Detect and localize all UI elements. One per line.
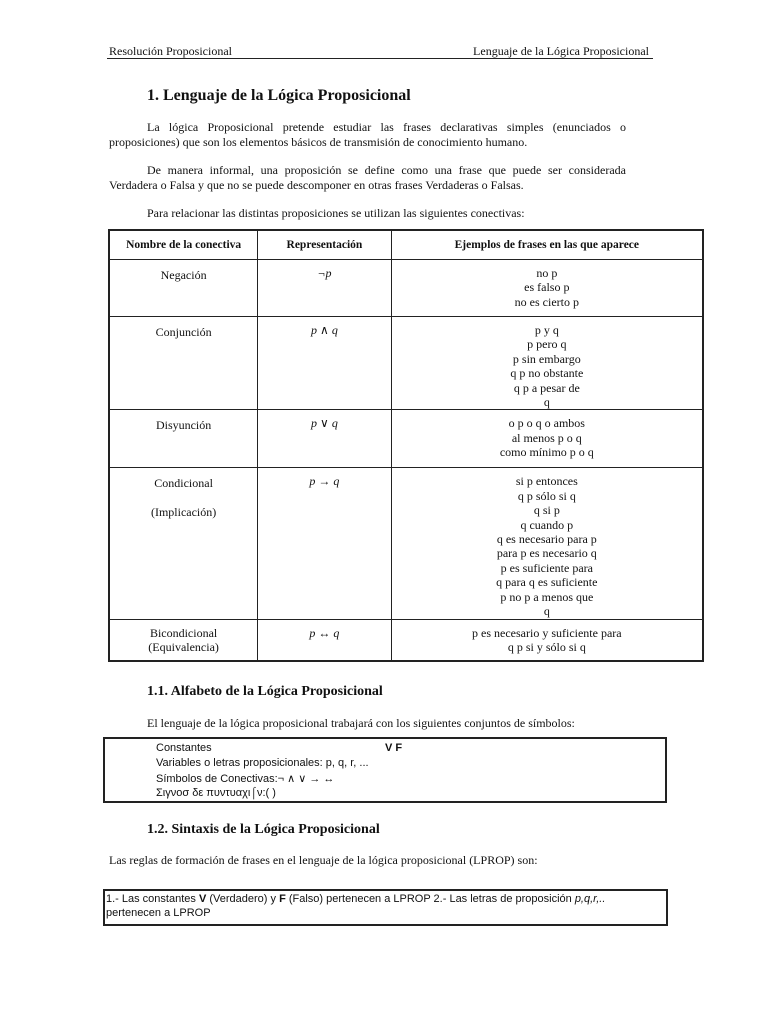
header-right: Lenguaje de la Lógica Proposicional: [473, 44, 649, 58]
table-cell-examples: [391, 317, 703, 410]
example-line: p pero q: [527, 337, 567, 352]
constants-value: V F: [385, 742, 403, 754]
table-cell-rep: p ↔ q: [258, 619, 391, 661]
example-line: p no p a menos que: [500, 589, 594, 604]
table-cell-name: Bicondicional (Equivalencia): [109, 619, 258, 661]
example-line: q: [543, 604, 550, 619]
section-1-1-title: 1.1. Alfabeto de la Lógica Proposicional: [147, 684, 383, 699]
example-line: para p es necesario q: [496, 546, 597, 561]
example-line: q si p: [533, 503, 560, 518]
header-rule: [107, 58, 653, 59]
table-cell-examples: [391, 468, 703, 619]
table-row-negation: [109, 260, 703, 317]
rule-text-b: (Verdadero) y: [206, 893, 280, 905]
table-cell-rep: p ∧ q: [258, 317, 391, 410]
paragraph-definition: De manera informal, una proposición se define como una frase que puede ser considerada Verdadera o Falsa y que no se puede descomponer en otras frases Verdaderas o Falsas.: [109, 163, 626, 192]
rule-vars: p,q,r,..: [574, 893, 606, 905]
table-row-biconditional: [109, 619, 703, 661]
table-cell-name: Conjunción: [109, 317, 258, 410]
example-line: q cuando p: [520, 517, 574, 532]
rule-f: F: [279, 893, 286, 905]
table-cell-rep: ¬p: [258, 260, 391, 317]
table-cell-examples: [391, 260, 703, 317]
rule-text-a: 1.- Las constantes: [106, 893, 199, 905]
example-line: q p a pesar de: [513, 380, 580, 395]
table-row-conditional: [109, 468, 703, 619]
rule-v: V: [198, 893, 207, 905]
section-1-2-title: 1.2. Sintaxis de la Lógica Proposicional: [147, 822, 380, 837]
example-line: si p entonces: [515, 474, 578, 489]
example-line: p es suficiente para: [500, 560, 593, 575]
example-line: al menos p o q: [511, 430, 582, 445]
header-left: Resolución Proposicional: [109, 44, 232, 58]
table-header-representation: Representación: [258, 230, 391, 260]
example-line: q: [543, 395, 550, 410]
connectives-table: [108, 229, 704, 662]
syntax-rules-box: [103, 889, 668, 926]
connectives-line: Símbolos de Conectivas:¬ ∧ ∨ → ↔: [156, 773, 335, 785]
example-line: como mínimo p o q: [499, 445, 594, 460]
example-line: o p o q o ambos: [508, 416, 585, 431]
paragraph-intro: La lógica Proposicional pretende estudiar las frases declarativas simples (enunciados o proposiciones) que son los elementos básicos de transmisión de conocimiento humano.: [109, 120, 626, 149]
example-line: q para q es suficiente: [496, 575, 598, 590]
rule-text-d: pertenecen a LPROP: [106, 907, 211, 919]
table-cell-examples: [391, 410, 703, 468]
example-line: p y q: [534, 323, 559, 337]
table-cell-name: Negación: [109, 260, 258, 317]
table-row-conjunction: [109, 317, 703, 410]
table-cell-name: Disyunción: [109, 410, 258, 468]
alphabet-box: [103, 737, 667, 803]
example-line: q p sólo si q: [517, 488, 576, 503]
table-cell-rep: p → q: [258, 468, 391, 619]
table-cell-rep: p ∨ q: [258, 410, 391, 468]
table-cell-name: Condicional (Implicación): [109, 468, 258, 619]
example-line: no p: [536, 266, 558, 280]
alphabet-intro: El lenguaje de la lógica proposicional trabajará con los siguientes conjuntos de símbolos:: [147, 716, 575, 730]
section-1-title: 1. Lenguaje de la Lógica Proposicional: [147, 87, 411, 104]
syntax-intro: Las reglas de formación de frases en el lenguaje de la lógica proposicional (LPROP) son:: [109, 853, 538, 867]
example-line: no es cierto p: [514, 294, 579, 309]
table-header-examples: Ejemplos de frases en las que aparece: [391, 230, 703, 260]
example-line: q p no obstante: [510, 366, 584, 381]
table-cell-examples: [391, 619, 703, 661]
paragraph-connectives-intro: Para relacionar las distintas proposiciones se utilizan las siguientes conectivas:: [147, 206, 525, 220]
punctuation-line: Σιγνοσ δε πυντυαχι⌠ν:( ): [156, 787, 276, 799]
example-line: es falso p: [524, 280, 570, 295]
table-row-disjunction: [109, 410, 703, 468]
table-header-row: [109, 230, 703, 260]
example-line: p es necesario y suficiente para: [472, 625, 622, 640]
example-line: p sin embargo: [512, 351, 581, 366]
table-header-name: Nombre de la conectiva: [109, 230, 258, 260]
constants-label: Constantes: [156, 742, 212, 754]
rule-text-c: (Falso) pertenecen a LPROP 2.- Las letras de proposición: [285, 893, 575, 905]
variables-line: Variables o letras proposicionales: p, q, r, ...: [156, 757, 369, 769]
example-line: q es necesario para p: [496, 532, 597, 547]
example-line: q p si y sólo si q: [507, 639, 586, 654]
